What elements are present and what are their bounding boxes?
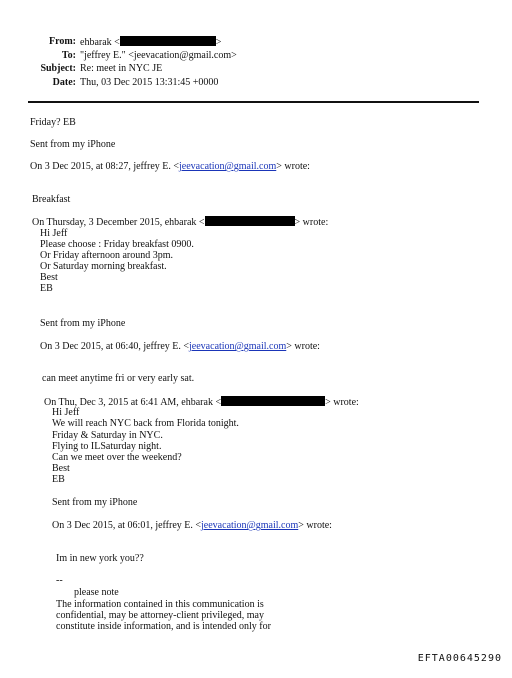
from-label: From: <box>48 36 76 47</box>
message-line: We will reach NYC back from Florida tonight. <box>52 418 239 429</box>
message-line: EB <box>52 474 65 485</box>
sent-from-iphone: Sent from my iPhone <box>40 318 126 329</box>
quote-header-text: On 3 Dec 2015, at 06:01, jeffrey E. < <box>52 520 202 531</box>
subject-value: Re: meet in NYC JE <box>80 63 163 74</box>
redaction-box <box>205 216 295 226</box>
email-link[interactable]: jeevacation@gmail.com <box>189 341 287 352</box>
signature-line: please note <box>74 587 119 598</box>
to-email: jeevacation@gmail.com <box>133 50 232 61</box>
quote-header-suffix: > wrote: <box>298 520 332 531</box>
signature-line: The information contained in this communication is <box>56 599 264 610</box>
from-name: ehbarak < <box>80 37 120 48</box>
quote-header-text: On 3 Dec 2015, at 06:40, jeffrey E. < <box>40 341 190 352</box>
to-suffix: > <box>231 50 237 61</box>
quote-header-suffix: > wrote: <box>286 341 320 352</box>
signature-dash: -- <box>56 575 63 586</box>
quote-header-1 <box>30 161 310 173</box>
message-line: Flying to ILSaturday night. <box>52 441 162 452</box>
subject-label: Subject: <box>40 63 76 74</box>
redaction-box <box>221 396 325 406</box>
breakfast-text: Breakfast <box>32 194 71 205</box>
header-divider <box>28 101 479 103</box>
message-line: Best <box>40 272 58 283</box>
message-line: EB <box>40 283 53 294</box>
to-value <box>80 50 237 62</box>
message-line: Hi Jeff <box>52 407 80 418</box>
quote-header-text: On Thu, Dec 3, 2015 at 6:41 AM, ehbarak < <box>44 397 222 408</box>
message-line: Best <box>52 463 70 474</box>
message-line: Im in new york you?? <box>56 553 144 564</box>
quote-header-text: On 3 Dec 2015, at 08:27, jeffrey E. < <box>30 161 180 172</box>
message-line: can meet anytime fri or very early sat. <box>42 373 195 384</box>
quote-header-2 <box>32 216 328 229</box>
quote-header-suffix: > wrote: <box>325 397 359 408</box>
reply-text: Friday? EB <box>30 117 76 128</box>
signature-line: constitute inside information, and is intended only for <box>56 621 271 632</box>
message-line: Hi Jeff <box>40 228 68 239</box>
to-prefix: "jeffrey E." < <box>80 50 134 61</box>
date-value: Thu, 03 Dec 2015 13:31:45 +0000 <box>80 77 219 88</box>
sent-from-iphone: Sent from my iPhone <box>30 139 116 150</box>
from-value <box>80 36 221 49</box>
quote-header-text: On Thursday, 3 December 2015, ehbarak < <box>32 217 205 228</box>
quote-header-3 <box>40 341 320 353</box>
sent-from-iphone: Sent from my iPhone <box>52 497 138 508</box>
quote-header-5 <box>52 520 332 532</box>
quote-header-suffix: > wrote: <box>294 217 329 228</box>
message-line: Please choose : Friday breakfast 0900. <box>40 239 194 250</box>
message-line: Friday & Saturday in NYC. <box>52 430 163 441</box>
date-label: Date: <box>52 77 76 88</box>
email-link[interactable]: jeevacation@gmail.com <box>179 161 277 172</box>
message-line: Or Saturday morning breakfast. <box>40 261 167 272</box>
from-close: > <box>215 37 222 48</box>
email-link[interactable]: jeevacation@gmail.com <box>201 520 299 531</box>
to-label: To: <box>61 50 76 61</box>
signature-line: confidential, may be attorney-client privileged, may <box>56 610 264 621</box>
quote-header-suffix: > wrote: <box>276 161 310 172</box>
redaction-box <box>120 36 216 46</box>
quote-header-4 <box>44 396 359 409</box>
bates-number: EFTA00645290 <box>417 653 502 664</box>
message-line: Or Friday afternoon around 3pm. <box>40 250 174 261</box>
message-line: Can we meet over the weekend? <box>52 452 182 463</box>
